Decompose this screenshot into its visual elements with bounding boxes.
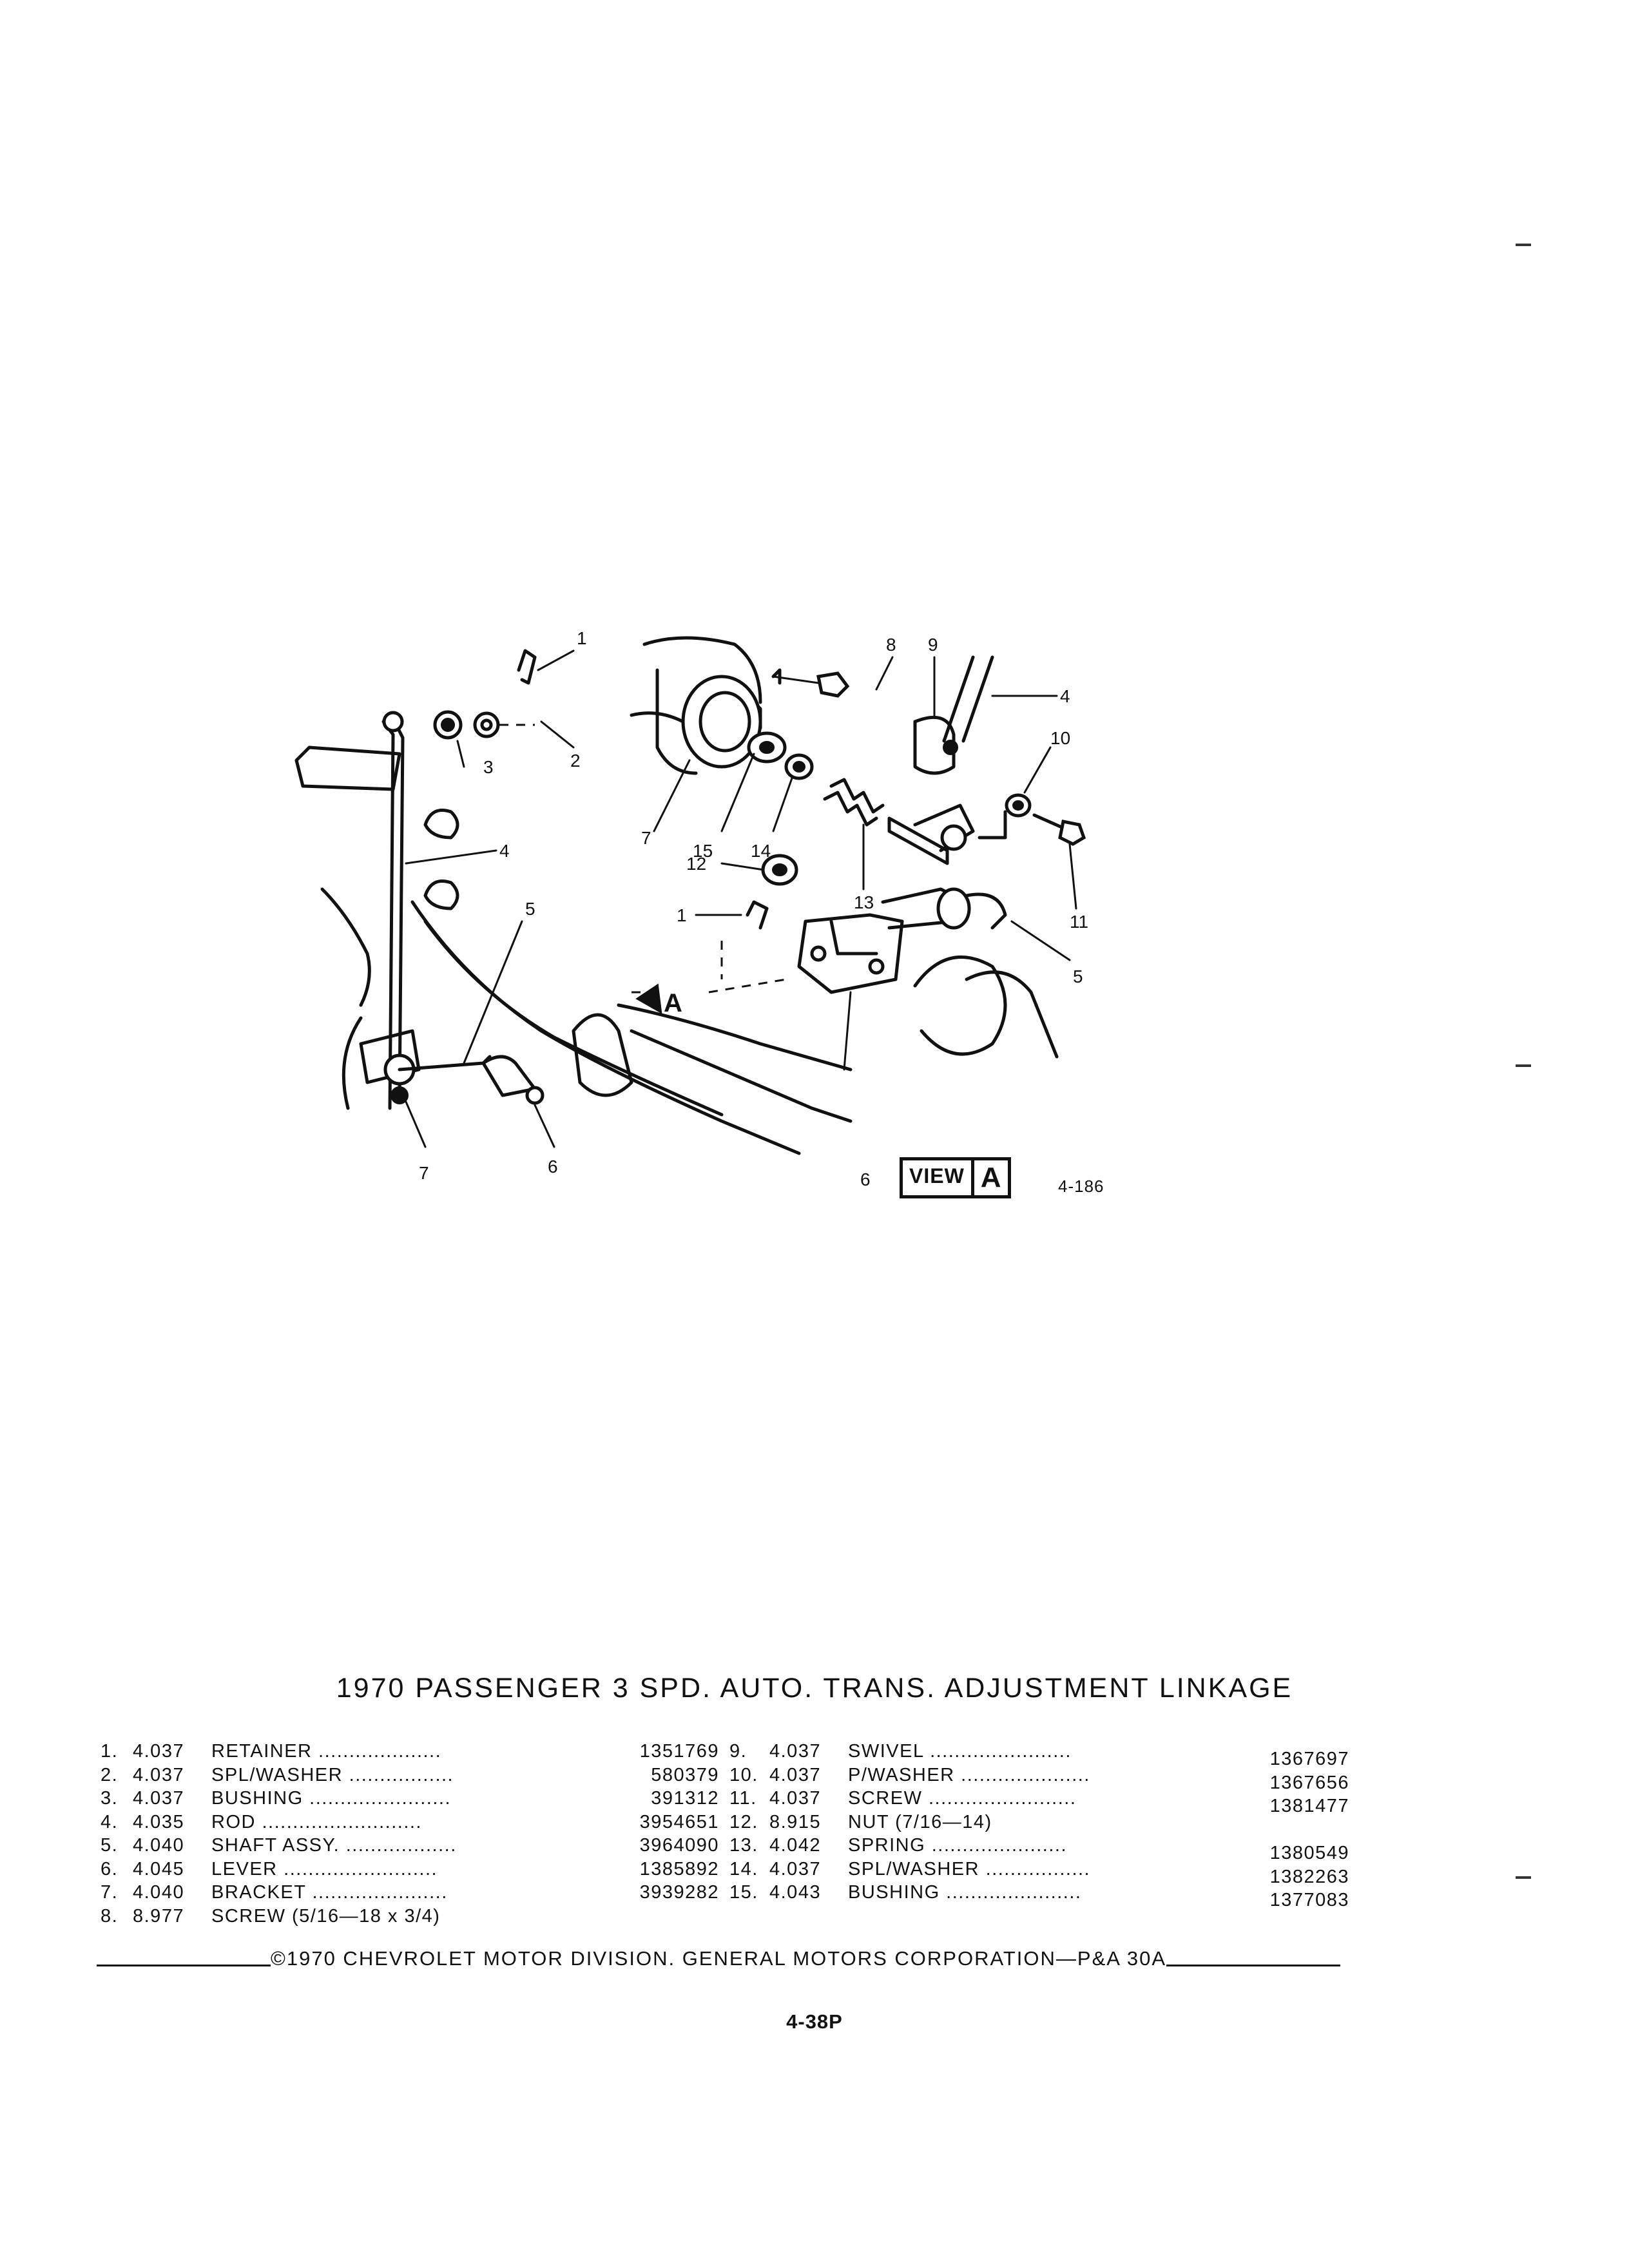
part-number-index: 13.	[729, 1835, 758, 1856]
callout: 5	[1073, 966, 1083, 986]
callout: 4	[499, 841, 510, 861]
view-word: VIEW	[909, 1164, 965, 1187]
part-row	[101, 1834, 719, 1858]
part-number: 1377083	[1269, 1890, 1349, 1910]
callout: 7	[419, 1163, 429, 1183]
group-number: 4.037	[769, 1788, 822, 1809]
group-number: 4.043	[769, 1882, 822, 1903]
view-letter: A	[971, 1160, 1008, 1195]
group-number: 4.035	[133, 1811, 185, 1832]
callout: 15	[693, 841, 713, 861]
part-number-index: 3.	[101, 1788, 119, 1809]
overview-assembly	[296, 651, 851, 1153]
part-name: NUT (7/16—14)	[848, 1811, 992, 1832]
page-number: 4-38P	[786, 2010, 843, 2033]
group-number: 4.037	[133, 1764, 185, 1785]
part-name: SPL/WASHER .................	[848, 1858, 1091, 1879]
callout: 5	[525, 899, 535, 919]
callout: 8	[886, 635, 896, 655]
part-number: 3954651	[639, 1811, 719, 1832]
part-number: 1351769	[639, 1741, 719, 1762]
view-a-box	[900, 1157, 1011, 1198]
part-number: 1367656	[1269, 1772, 1349, 1793]
part-number-index: 6.	[101, 1858, 119, 1879]
part-number: 580379	[651, 1764, 719, 1785]
part-name: ROD ..........................	[211, 1811, 422, 1832]
group-number: 8.915	[769, 1811, 822, 1832]
callout: 4	[1060, 686, 1070, 706]
part-number-index: 1.	[101, 1741, 119, 1762]
copyright-line	[97, 1947, 1340, 1970]
callout: 10	[1050, 728, 1071, 748]
callout: 3	[483, 757, 494, 777]
part-name: P/WASHER .....................	[848, 1764, 1090, 1785]
callout: 2	[570, 751, 581, 771]
part-name: SPRING ......................	[848, 1835, 1067, 1856]
parts-list-right	[729, 1740, 1349, 1910]
group-number: 4.040	[133, 1835, 185, 1856]
callout: 1	[577, 628, 587, 648]
footer-rule-left	[97, 1965, 271, 1966]
part-row	[101, 1740, 719, 1763]
part-row	[101, 1905, 719, 1928]
part-number: 391312	[651, 1788, 719, 1809]
part-name: SHAFT ASSY. ..................	[211, 1835, 457, 1856]
part-number: 1382263	[1269, 1866, 1349, 1887]
part-number-index: 12.	[729, 1811, 758, 1832]
part-number: 1381477	[1269, 1796, 1349, 1816]
callout: 6	[548, 1157, 558, 1177]
group-number: 4.037	[769, 1764, 822, 1785]
group-number: 4.040	[133, 1882, 185, 1903]
part-number: 1367697	[1269, 1749, 1349, 1769]
part-name: BUSHING ......................	[848, 1882, 1082, 1903]
part-name: BRACKET ......................	[211, 1882, 448, 1903]
part-name: BUSHING .......................	[211, 1788, 451, 1809]
part-number: 3964090	[639, 1835, 719, 1856]
part-name: SWIVEL .......................	[848, 1741, 1072, 1762]
part-number-index: 14.	[729, 1858, 758, 1879]
group-number: 4.037	[769, 1741, 822, 1762]
part-number-index: 9.	[729, 1741, 747, 1762]
scan-mark	[1516, 1876, 1531, 1879]
part-row	[101, 1881, 719, 1905]
copyright-text: ©1970 CHEVROLET MOTOR DIVISION. GENERAL MOTORS CORPORATION—P&A 30A	[271, 1947, 1166, 1970]
linkage-illustration	[271, 619, 1173, 1224]
part-number: 1385892	[639, 1858, 719, 1879]
callout: 6	[860, 1169, 871, 1189]
linkage-drawing	[271, 619, 1173, 1224]
group-number: 4.045	[133, 1858, 185, 1879]
callout: 13	[854, 892, 874, 912]
scan-mark	[1516, 1064, 1531, 1067]
part-number: 1380549	[1269, 1843, 1349, 1863]
figure-code: 4-186	[1058, 1177, 1104, 1196]
callout: 11	[1070, 912, 1089, 932]
part-name: SCREW ........................	[848, 1788, 1077, 1809]
part-number-index: 15.	[729, 1882, 758, 1903]
part-number: 3939282	[639, 1882, 719, 1903]
part-row	[101, 1858, 719, 1881]
part-number-index: 11.	[729, 1788, 757, 1809]
footer-rule-right	[1166, 1965, 1340, 1966]
part-number-index: 4.	[101, 1811, 119, 1832]
part-number	[622, 1905, 719, 1928]
part-name: SPL/WASHER .................	[211, 1764, 454, 1785]
callout: 12	[686, 854, 707, 874]
group-number: 4.037	[133, 1788, 185, 1809]
group-number: 4.042	[769, 1835, 822, 1856]
group-number: 8.977	[133, 1905, 185, 1927]
group-number: 4.037	[769, 1858, 822, 1879]
part-number-index: 7.	[101, 1882, 119, 1903]
part-name: LEVER .........................	[211, 1858, 438, 1879]
part-row	[101, 1811, 719, 1834]
part-row	[729, 1740, 1349, 1769]
part-number-index: 2.	[101, 1764, 119, 1785]
view-a-arrow-label: A	[664, 989, 682, 1017]
part-number-index: 10.	[729, 1764, 758, 1785]
part-name: RETAINER ....................	[211, 1741, 442, 1762]
callout: 9	[928, 635, 938, 655]
part-number-index: 5.	[101, 1835, 119, 1856]
group-number: 4.037	[133, 1741, 185, 1762]
parts-list-left	[101, 1740, 719, 1928]
page-title: 1970 PASSENGER 3 SPD. AUTO. TRANS. ADJUSTMENT LINKAGE	[336, 1673, 1293, 1704]
part-name: SCREW (5/16—18 x 3/4)	[211, 1905, 441, 1927]
part-row	[101, 1763, 719, 1787]
callout: 1	[677, 905, 687, 925]
callout: 7	[641, 828, 651, 848]
part-row	[101, 1787, 719, 1811]
callout: 14	[751, 841, 771, 861]
part-number-index: 8.	[101, 1905, 119, 1927]
scan-mark	[1516, 244, 1531, 246]
part-number	[1253, 1818, 1349, 1842]
